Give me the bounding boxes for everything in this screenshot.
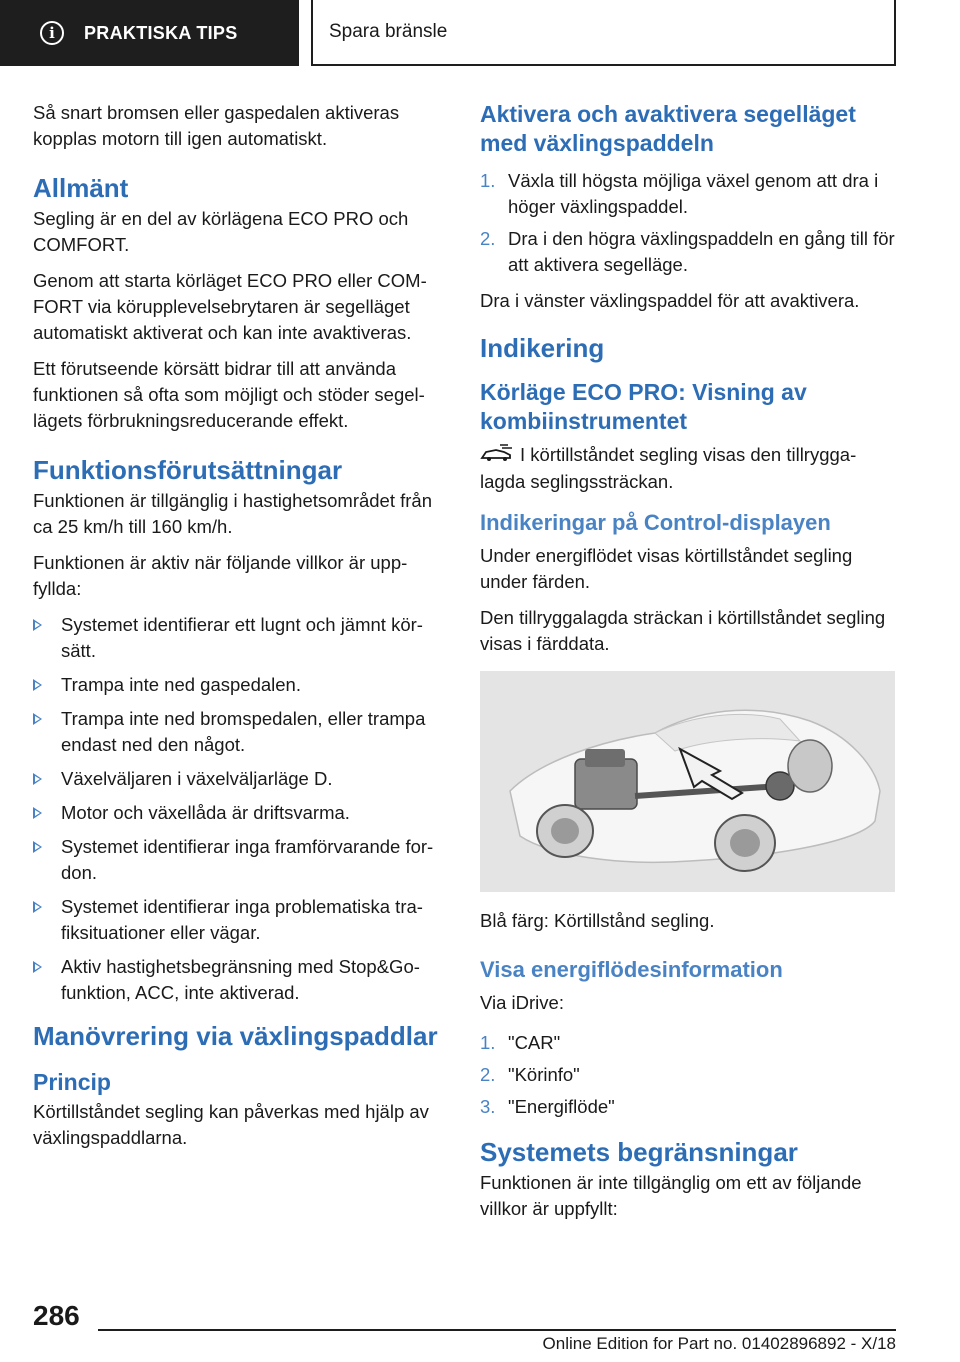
section-tab-label: PRAKTISKA TIPS	[84, 22, 238, 43]
conditions-list	[33, 612, 448, 1006]
section-tab[interactable]	[0, 0, 299, 66]
heading-control-displayen: Indikeringar på Control-displayen	[480, 510, 831, 536]
list-item: Växelväljaren i växelväljarläge D.	[33, 766, 448, 792]
right-column	[480, 100, 898, 1232]
heading-funktionsforutsattningar: Funktionsförutsättningar	[33, 455, 343, 485]
paragraph: Funktionen är tillgänglig i hastighetsområdet från ca 25 km/h till 160 km/h.	[33, 490, 433, 537]
list-item: Systemet identifierar inga framförvarande for-don.	[33, 834, 448, 886]
list-item: Systemet identifierar ett lugnt och jämnt kör-sätt.	[33, 612, 448, 664]
heading-systemets-begransningar: Systemets begränsningar	[480, 1137, 798, 1168]
sailing-car-icon	[480, 443, 514, 469]
triangle-bullet-icon	[33, 619, 42, 631]
triangle-bullet-icon	[33, 901, 42, 913]
heading-manovrering: Manövrering via växlingspaddlar	[33, 1021, 438, 1051]
heading-indikering: Indikering	[480, 333, 605, 363]
steps-list	[480, 168, 898, 278]
paragraph: Funktionen är aktiv när följande villkor är upp-fyllda:	[33, 552, 408, 599]
car-energy-flow-illustration	[480, 671, 895, 892]
heading-korlage-eco-pro: Körläge ECO PRO: Visning av kombiinstrumentet	[480, 379, 807, 434]
page-header	[0, 0, 960, 66]
list-item: 1. Växla till högsta möjliga växel genom att dra i höger växlingspaddel.	[480, 170, 879, 217]
figure-caption: Blå färg: Körtillstånd segling.	[480, 910, 715, 932]
footer-divider	[98, 1329, 896, 1331]
list-item: 2. Dra i den högra växlingspaddeln en gång till för att aktivera segelläge.	[480, 228, 895, 275]
triangle-bullet-icon	[33, 773, 42, 785]
info-icon: i	[40, 21, 64, 45]
heading-princip: Princip	[33, 1069, 111, 1095]
paragraph: Segling är en del av körlägena ECO PRO och COMFORT.	[33, 208, 409, 255]
heading-allmant: Allmänt	[33, 173, 129, 203]
list-item: Motor och växellåda är driftsvarma.	[33, 800, 448, 826]
edition-footer: Online Edition for Part no. 01402896892 - X/18	[542, 1334, 896, 1353]
triangle-bullet-icon	[33, 679, 42, 691]
paragraph: I körtillståndet segling visas den tillrygga-lagda seglingssträckan.	[480, 444, 857, 493]
paragraph: Funktionen är inte tillgänglig om ett av följande villkor är uppfyllt:	[480, 1172, 862, 1220]
paragraph: Körtillståndet segling kan påverkas med hjälp av växlingspaddlarna.	[33, 1101, 429, 1148]
list-item: Systemet identifierar inga problematiska tra-fiksituationer eller vägar.	[33, 894, 448, 946]
heading-aktivera-segellage: Aktivera och avaktivera segelläget med växlingspaddeln	[480, 101, 856, 156]
heading-energiflodesinformation: Visa energiflödesinformation	[480, 957, 783, 983]
triangle-bullet-icon	[33, 961, 42, 973]
list-item: 3. "Energiflöde"	[480, 1096, 615, 1118]
paragraph: Under energiflödet visas körtillståndet segling under färden.	[480, 545, 853, 593]
idrive-menu-path	[480, 1030, 898, 1120]
triangle-bullet-icon	[33, 841, 42, 853]
list-item: Aktiv hastighetsbegränsning med Stop&Go-funktion, ACC, inte aktiverad.	[33, 954, 448, 1006]
list-item: 2. "Körinfo"	[480, 1064, 580, 1086]
list-item: Trampa inte ned gaspedalen.	[33, 672, 448, 698]
paragraph: Den tillryggalagda sträckan i körtillståndet segling visas i färddata.	[480, 607, 886, 655]
triangle-bullet-icon	[33, 713, 42, 725]
paragraph: Ett förutseende körsätt bidrar till att använda funktionen så ofta som möjligt och stöder segel-lägets förbrukningsreducerande effekt.	[33, 358, 425, 431]
left-column	[33, 100, 448, 1161]
paragraph: Via iDrive:	[480, 992, 564, 1014]
page-number: 286	[33, 1300, 80, 1331]
paragraph: Dra i vänster växlingspaddel för att avaktivera.	[480, 290, 860, 311]
list-item: 1. "CAR"	[480, 1032, 561, 1054]
chapter-title: Spara bränsle	[311, 0, 896, 66]
paragraph: Genom att starta körläget ECO PRO eller COM-FORT via körupplevelsebrytaren är segelläget automatiskt aktiverat och kan inte avaktiveras.	[33, 270, 427, 343]
intro-paragraph: Så snart bromsen eller gaspedalen aktiveras kopplas motorn till igen automatiskt.	[33, 102, 400, 149]
triangle-bullet-icon	[33, 807, 42, 819]
list-item: Trampa inte ned bromspedalen, eller trampa endast ned den något.	[33, 706, 448, 758]
